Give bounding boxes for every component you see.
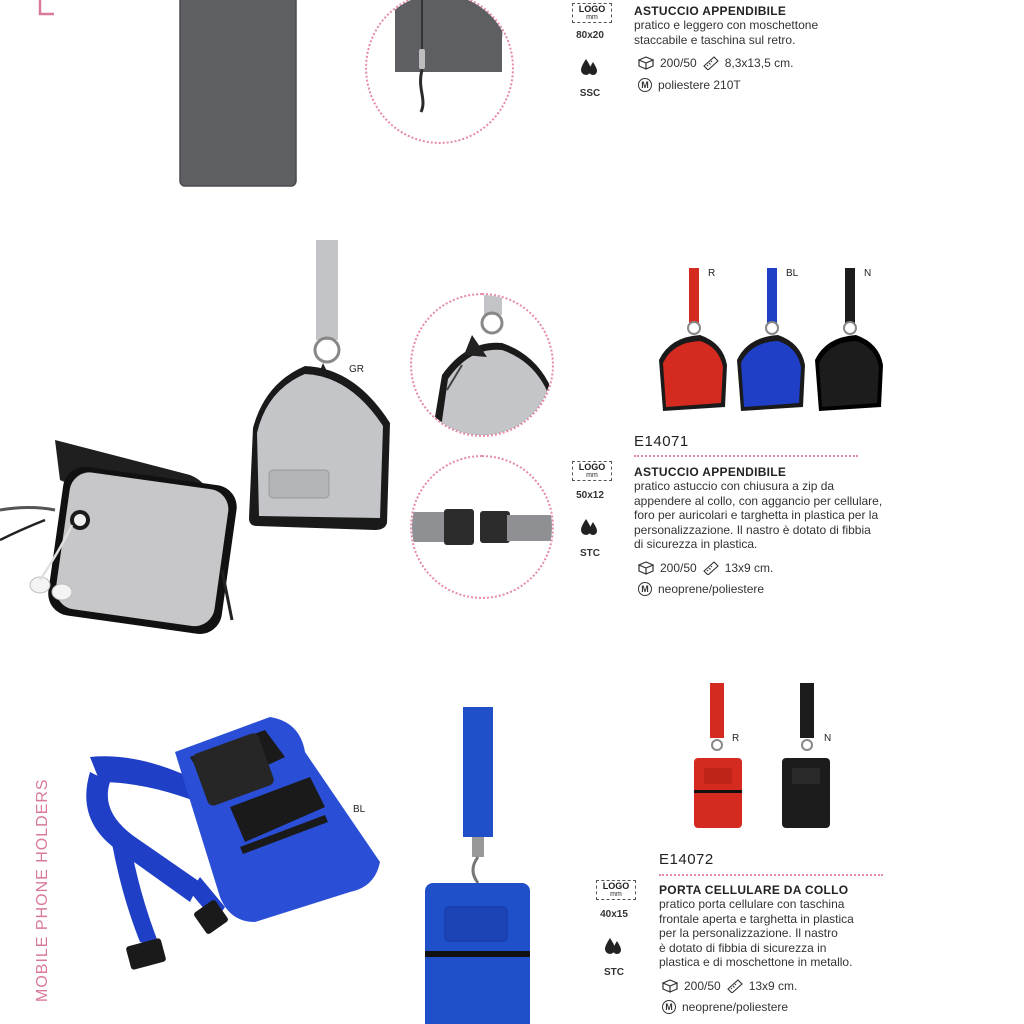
ruler-icon	[703, 56, 719, 70]
ink-drop-icon	[570, 56, 610, 76]
print-technique: STC	[604, 967, 624, 978]
logo-dimension: 40x15	[600, 909, 628, 920]
material-m-icon: M	[638, 582, 652, 596]
logo-area-badge: LOGO mm	[596, 880, 636, 900]
material-m-icon: M	[638, 78, 652, 92]
product-specs: 200/50 13x9 cm.	[662, 979, 797, 993]
color-code-label: N	[824, 733, 832, 744]
box-icon	[662, 979, 678, 993]
box-icon	[638, 561, 654, 575]
main-color-label: GR	[349, 364, 364, 375]
logo-area-badge: LOGO mm	[572, 3, 612, 23]
product-3-color-variants	[690, 682, 840, 832]
ruler-icon	[703, 561, 719, 575]
product-material: M poliestere 210T	[638, 78, 741, 92]
product-specs: 200/50 13x9 cm.	[638, 561, 773, 575]
product-1-detail-circle	[365, 0, 514, 144]
color-code-label: BL	[786, 268, 799, 279]
product-description: pratico astuccio con chiusura a zip da appendere al collo, con aggancio per cellulare, foro per auricolari e targhetta in plastica per la personalizzazione. Il nastro è dotato di fibbia di sicurezza in plastica.	[634, 479, 883, 551]
logo-dimension: 80x20	[576, 30, 604, 41]
product-3-hanging-pouch-image	[420, 705, 535, 1024]
product-1-pouch-image	[178, 0, 298, 188]
product-2-zip-detail-circle	[410, 293, 554, 437]
product-2-buckle-detail-circle	[410, 455, 554, 599]
product-divider	[659, 874, 883, 876]
color-variant-blue-swatch	[733, 265, 813, 415]
color-variant-red-swatch	[690, 682, 750, 832]
color-code-label: N	[864, 268, 872, 279]
product-2-grey-pouch-image	[245, 238, 395, 538]
product-description: pratico porta cellulare con taschina frontale aperta e targhetta in plastica per la personalizzazione. Il nastro è dotato di fibbia di sicurezza in plastica e di moschettone in metallo.	[659, 897, 854, 969]
product-divider	[634, 455, 858, 457]
logo-area-badge: LOGO mm	[572, 461, 612, 481]
product-title: PORTA CELLULARE DA COLLO	[659, 883, 849, 897]
main-color-label: BL	[353, 804, 366, 815]
product-2-open-pouch-image	[0, 420, 245, 635]
box-icon	[638, 56, 654, 70]
product-2-color-variants	[655, 265, 890, 415]
product-code: E14071	[634, 433, 689, 450]
color-variant-black-swatch	[778, 682, 838, 832]
color-code-label: R	[732, 733, 740, 744]
product-3-lanyard-pouch-image	[80, 712, 385, 977]
ruler-icon	[727, 979, 743, 993]
product-code: E14072	[659, 851, 714, 868]
color-variant-red-swatch	[655, 265, 735, 415]
product-title: ASTUCCIO APPENDIBILE	[634, 465, 787, 479]
logo-dimension: 50x12	[576, 490, 604, 501]
ink-drop-icon	[594, 935, 634, 955]
print-technique: SSC	[579, 88, 601, 99]
product-material: M neoprene/poliestere	[638, 582, 764, 596]
product-description: pratico e leggero con moschettone staccabile e taschina sul retro.	[634, 18, 819, 47]
section-corner-mark	[38, 0, 56, 16]
product-title: ASTUCCIO APPENDIBILE	[634, 4, 787, 18]
material-m-icon: M	[662, 1000, 676, 1014]
ink-drop-icon	[570, 516, 610, 536]
color-variant-black-swatch	[811, 265, 891, 415]
section-vertical-title: MOBILE PHONE HOLDERS	[34, 778, 51, 1002]
color-code-label: R	[708, 268, 716, 279]
product-material: M neoprene/poliestere	[662, 1000, 788, 1014]
product-specs: 200/50 8,3x13,5 cm.	[638, 56, 793, 70]
print-technique: STC	[580, 548, 600, 559]
